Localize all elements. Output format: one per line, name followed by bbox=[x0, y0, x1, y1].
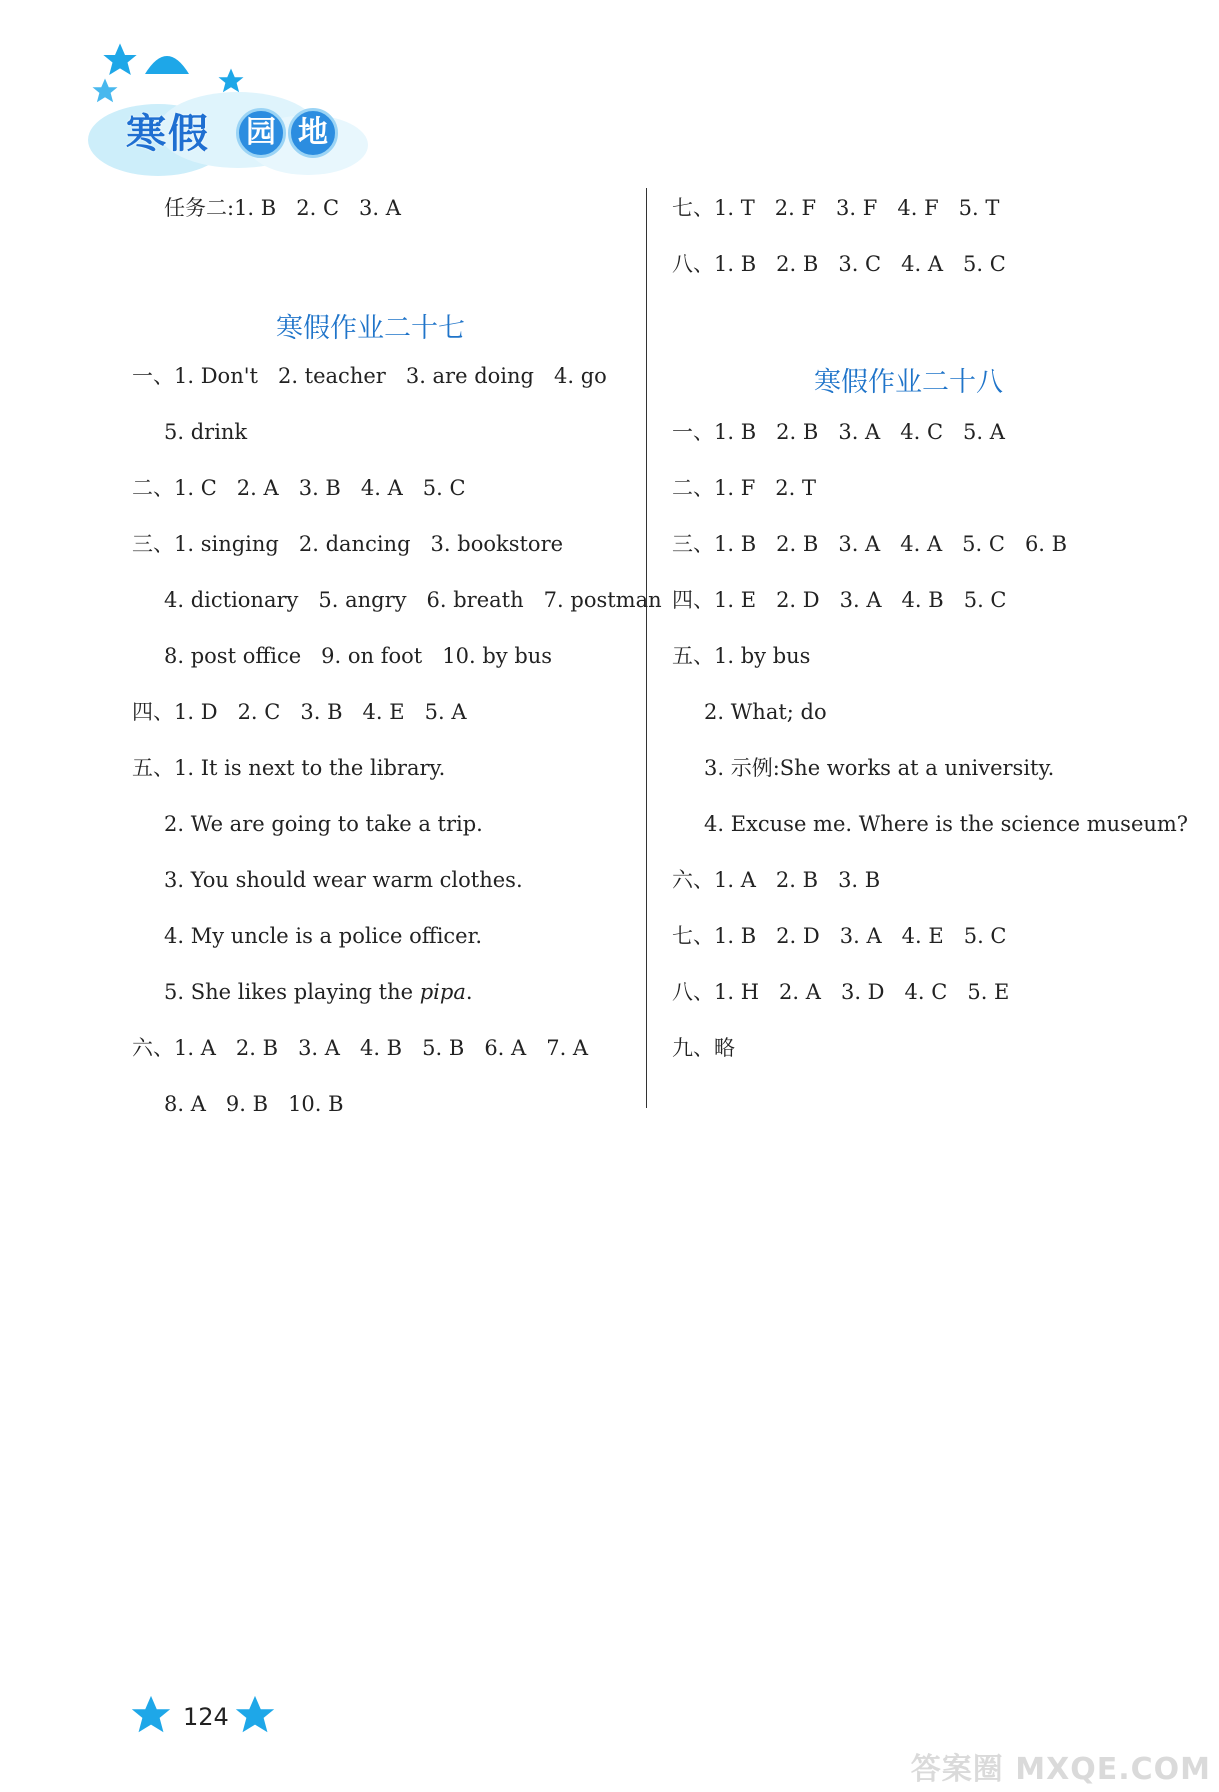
answer-line: 三、1. B 2. B 3. A 4. A 5. C 6. B bbox=[672, 532, 1068, 556]
answer-line: 任务二:1. B 2. C 3. A bbox=[164, 196, 401, 220]
answer-line: 七、1. T 2. F 3. F 4. F 5. T bbox=[672, 196, 1000, 220]
star-icon bbox=[216, 66, 246, 96]
star-icon bbox=[232, 1692, 278, 1738]
answer-line: 4. My uncle is a police officer. bbox=[164, 924, 483, 948]
logo-char: 地 bbox=[288, 108, 338, 158]
answer-line: 八、1. H 2. A 3. D 4. C 5. E bbox=[672, 980, 1010, 1004]
answer-line: 一、1. Don't 2. teacher 3. are doing 4. go bbox=[132, 364, 607, 388]
answer-line: 3. 示例:She works at a university. bbox=[704, 756, 1055, 780]
answer-text: 5. She likes playing the bbox=[164, 980, 420, 1004]
answer-line: 四、1. D 2. C 3. B 4. E 5. A bbox=[132, 700, 467, 724]
answer-line: 二、1. C 2. A 3. B 4. A 5. C bbox=[132, 476, 466, 500]
answer-line: 5. drink bbox=[164, 420, 248, 444]
answer-line: 五、1. by bus bbox=[672, 644, 811, 668]
watermark: 答案圈 MXQE.COM bbox=[910, 1752, 1211, 1787]
answer-line: 3. You should wear warm clothes. bbox=[164, 868, 523, 892]
punctuation: . bbox=[465, 980, 473, 1004]
column-divider bbox=[646, 188, 647, 1108]
answer-line: 4. Excuse me. Where is the science museum? bbox=[704, 812, 1189, 836]
logo-word: 寒假 bbox=[126, 111, 210, 157]
answer-line: 一、1. B 2. B 3. A 4. C 5. A bbox=[672, 420, 1005, 444]
answer-line: 五、1. It is next to the library. bbox=[132, 756, 446, 780]
answer-line: 2. We are going to take a trip. bbox=[164, 812, 483, 836]
header-logo bbox=[88, 40, 388, 180]
star-icon bbox=[90, 76, 120, 106]
italic-word: pipa bbox=[419, 980, 466, 1004]
answer-line bbox=[164, 978, 473, 1006]
star-icon bbox=[100, 40, 140, 80]
answer-line: 三、1. singing 2. dancing 3. bookstore bbox=[132, 532, 564, 556]
logo-char: 园 bbox=[236, 108, 286, 158]
answer-line: 七、1. B 2. D 3. A 4. E 5. C bbox=[672, 924, 1007, 948]
section-heading: 寒假作业二十七 bbox=[276, 313, 465, 344]
answer-line: 六、1. A 2. B 3. B bbox=[672, 868, 881, 892]
page-number-text: 124 bbox=[183, 1703, 229, 1731]
answer-line: 8. A 9. B 10. B bbox=[164, 1092, 344, 1116]
answer-line: 六、1. A 2. B 3. A 4. B 5. B 6. A 7. A bbox=[132, 1036, 589, 1060]
umbrella-icon bbox=[143, 44, 191, 78]
answer-line: 九、略 bbox=[672, 1036, 735, 1060]
answer-line: 四、1. E 2. D 3. A 4. B 5. C bbox=[672, 588, 1007, 612]
answer-line: 8. post office 9. on foot 10. by bus bbox=[164, 644, 553, 668]
page-number bbox=[152, 1692, 292, 1742]
section-heading: 寒假作业二十八 bbox=[814, 367, 1003, 398]
answer-line: 二、1. F 2. T bbox=[672, 476, 817, 500]
answer-line: 2. What; do bbox=[704, 700, 827, 724]
answer-line: 4. dictionary 5. angry 6. breath 7. postman bbox=[164, 588, 662, 612]
star-icon bbox=[128, 1692, 174, 1738]
answer-line: 八、1. B 2. B 3. C 4. A 5. C bbox=[672, 252, 1006, 276]
